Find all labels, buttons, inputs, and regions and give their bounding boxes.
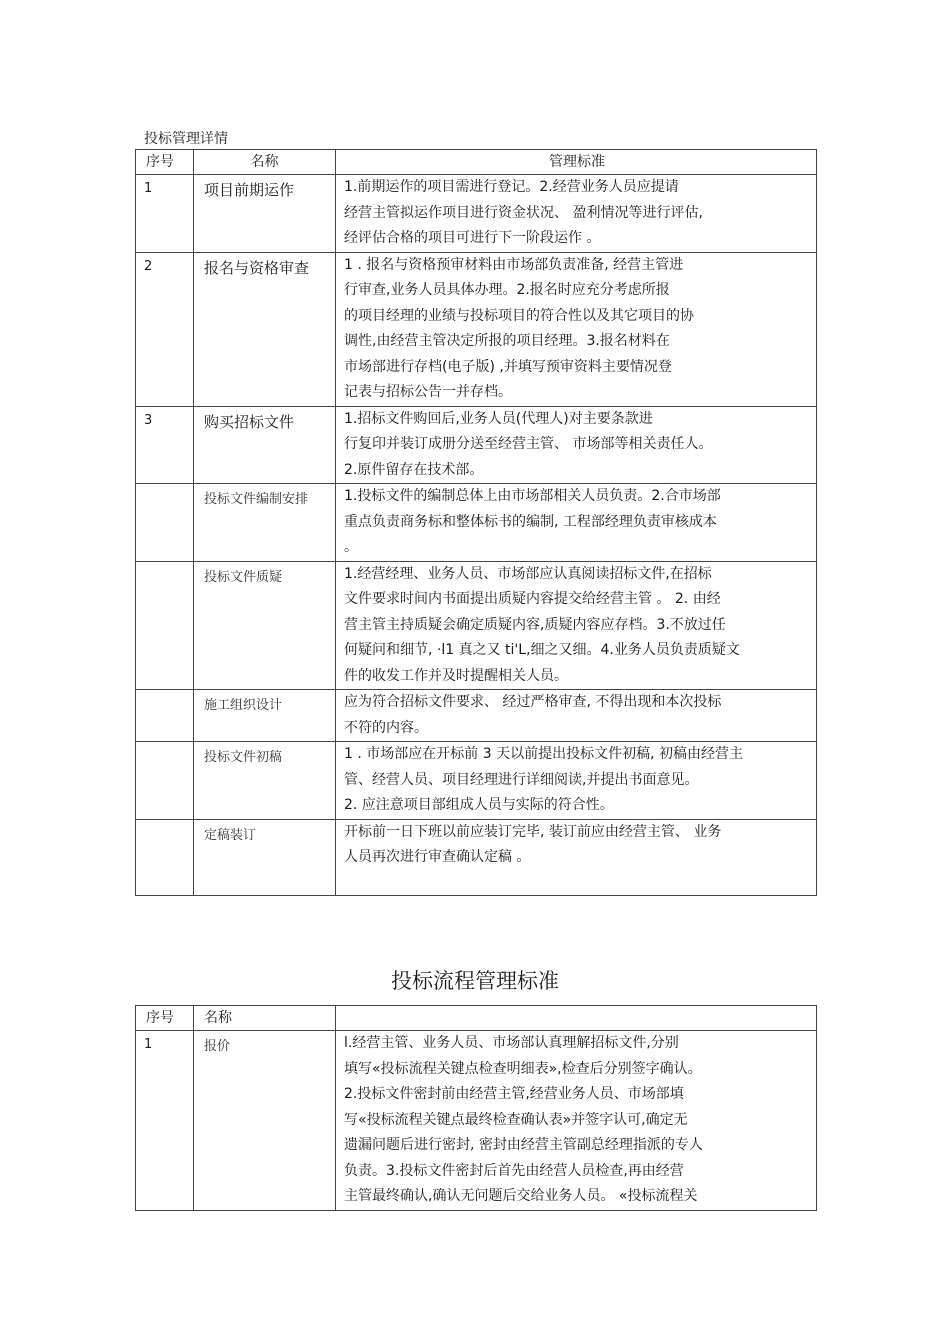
row-number — [144, 562, 193, 568]
row-name-cell — [194, 819, 336, 895]
row-number: 3 — [144, 412, 153, 428]
table-row — [136, 406, 817, 484]
standard-text-line: 的项目经理的业绩与投标项目的符合性以及其它项目的协 — [344, 307, 694, 324]
standard-text-line: 营主管主持质疑会确定质疑内容,质疑内容应存档。3.不放过任 — [344, 616, 726, 633]
table-header-row — [136, 1006, 817, 1031]
row-name: 购买招标文件 — [204, 412, 295, 431]
standard-text-line: 1 . 报名与资格预审材料由市场部负责准备, 经营主管进 — [344, 256, 684, 273]
standard-text-line: 市场部进行存档(电子版) ,并填写预审资料主要情况登 — [344, 358, 672, 375]
standard-text-line: 件的收发工作并及时提醒相关人员。 — [344, 667, 568, 684]
row-name-cell — [194, 175, 336, 253]
header-standard — [336, 1006, 817, 1031]
row-number: 1 — [144, 181, 153, 196]
standard-text-line: 1.经营经理、业务人员、市场部应认真阅读招标文件,在招标 — [344, 565, 712, 582]
table-row — [136, 742, 817, 820]
row-standard-cell — [336, 742, 817, 820]
table2-title: 投标流程管理标准 — [391, 969, 559, 993]
table-row — [136, 561, 817, 690]
row-standard-cell — [336, 252, 817, 406]
standard-text-line: 经评估合格的项目可进行下一阶段运作 。 — [344, 230, 601, 246]
row-number: 2 — [144, 258, 153, 274]
row-number — [144, 690, 193, 696]
table-row — [136, 1031, 817, 1211]
table-row — [136, 484, 817, 562]
row-name: 定稿装订 — [204, 827, 257, 843]
header-number: 序号 — [136, 150, 194, 175]
row-name: 报名与资格审查 — [204, 258, 310, 277]
row-name: 投标文件编制安排 — [204, 492, 309, 507]
standard-text-line: 。 — [344, 539, 358, 555]
row-standard-cell — [336, 819, 817, 895]
row-number — [144, 820, 193, 826]
table-row — [136, 252, 817, 406]
row-name-cell — [194, 742, 336, 820]
standard-text-line: 记表与招标公告一并存档。 — [344, 384, 512, 400]
standard-text-line: 2.原件留存在技术部。 — [344, 461, 484, 478]
header-standard: 管理标准 — [336, 150, 817, 175]
standard-text-line: 开标前一日下班以前应装订完毕, 装订前应由经营主管、 业务 — [344, 823, 722, 840]
standard-text-line: 应为符合招标文件要求、 经过严格审查, 不得出现和本次投标 — [344, 694, 722, 710]
row-standard-cell — [336, 406, 817, 484]
row-number — [144, 742, 193, 748]
standard-text-line: 何疑问和细节, ·l1 真之又 ti'L,细之又细。4.业务人员负责质疑文 — [344, 642, 740, 658]
standard-text-line: 写«投标流程关键点最终检查确认表»并签字认可,确定无 — [344, 1111, 688, 1128]
row-name: 投标文件质疑 — [204, 569, 283, 585]
row-name-cell — [194, 690, 336, 742]
standard-text-line: 遗漏问题后进行密封, 密封由经营主管副总经理指派的专人 — [344, 1137, 703, 1153]
row-name-cell — [194, 252, 336, 406]
row-number-cell — [136, 561, 194, 690]
row-number-cell — [136, 742, 194, 820]
row-number-cell — [136, 690, 194, 742]
table-row — [136, 819, 817, 895]
table-row — [136, 690, 817, 742]
row-name-cell — [194, 406, 336, 484]
standard-text-line: 填写«投标流程关键点检查明细表»,检查后分别签字确认。 — [344, 1060, 702, 1077]
standard-text-line: 2.投标文件密封前由经营主管,经营业务人员、市场部填 — [344, 1086, 684, 1102]
standard-text-line: 1.前期运作的项目需进行登记。2.经营业务人员应提请 — [344, 179, 679, 195]
row-name: 施工组织设计 — [204, 698, 283, 713]
row-number: 1 — [144, 1037, 153, 1052]
standard-text-line: 行复印并装订成册分送至经营主管、 市场部等相关责任人。 — [344, 436, 713, 452]
standard-text-line: 1.招标文件购回后,业务人员(代理人)对主要条款进 — [344, 410, 653, 427]
standard-text-line: 1 . 市场部应在开标前 3 天以前提出投标文件初稿, 初稿由经营主 — [344, 746, 743, 762]
row-number-cell — [136, 406, 194, 484]
table1-caption: 投标管理详情 — [144, 131, 228, 147]
standard-text-line: 1.投标文件的编制总体上由市场部相关人员负责。2.合市场部 — [344, 488, 721, 504]
bid-management-table — [135, 149, 817, 896]
row-number-cell — [136, 175, 194, 253]
standard-text-line: 主管最终确认,确认无问题后交给业务人员。 «投标流程关 — [344, 1188, 698, 1204]
row-standard-cell — [336, 484, 817, 562]
header-number: 序号 — [136, 1006, 194, 1031]
standard-text-line: 经营主管拟运作项目进行资金状况、 盈利情况等进行评估, — [344, 204, 703, 221]
standard-text-line: 人员再次进行审查确认定稿 。 — [344, 849, 531, 865]
table-header-row — [136, 150, 817, 175]
row-name: 项目前期运作 — [204, 181, 295, 199]
row-name-cell — [194, 1031, 336, 1211]
bid-process-table — [135, 1005, 817, 1211]
row-name-cell — [194, 561, 336, 690]
standard-text-line: 管、经营人员、项目经理进行详细阅读,并提出书面意见。 — [344, 771, 699, 788]
row-standard-cell — [336, 1031, 817, 1211]
header-name: 名称 — [194, 150, 336, 175]
row-number-cell — [136, 819, 194, 895]
row-standard-cell — [336, 175, 817, 253]
row-number-cell — [136, 484, 194, 562]
table-row — [136, 175, 817, 253]
standard-text-line: 负责。3.投标文件密封后首先由经营人员检查,再由经营 — [344, 1162, 684, 1179]
header-name: 名称 — [194, 1006, 336, 1031]
standard-text-line: 不符的内容。 — [344, 719, 428, 736]
standard-text-line: 重点负责商务标和整体标书的编制, 工程部经理负责审核成本 — [344, 513, 717, 530]
row-number-cell — [136, 1031, 194, 1211]
standard-text-line: 2. 应注意项目部组成人员与实际的符合性。 — [344, 797, 614, 813]
standard-text-line: 调性,由经营主管决定所报的项目经理。3.报名材料在 — [344, 333, 670, 349]
row-number-cell — [136, 252, 194, 406]
standard-text-line: 文件要求时间内书面提出质疑内容提交给经营主管 。 2. 由经 — [344, 591, 721, 607]
row-name: 投标文件初稿 — [204, 750, 283, 765]
standard-text-line: l.经营主管、业务人员、市场部认真理解招标文件,分别 — [344, 1035, 679, 1051]
row-name: 报价 — [204, 1039, 231, 1054]
row-number — [144, 484, 193, 490]
row-standard-cell — [336, 561, 817, 690]
standard-text-line: 行审查,业务人员具体办理。2.报名时应充分考虑所报 — [344, 282, 670, 298]
row-standard-cell — [336, 690, 817, 742]
row-name-cell — [194, 484, 336, 562]
